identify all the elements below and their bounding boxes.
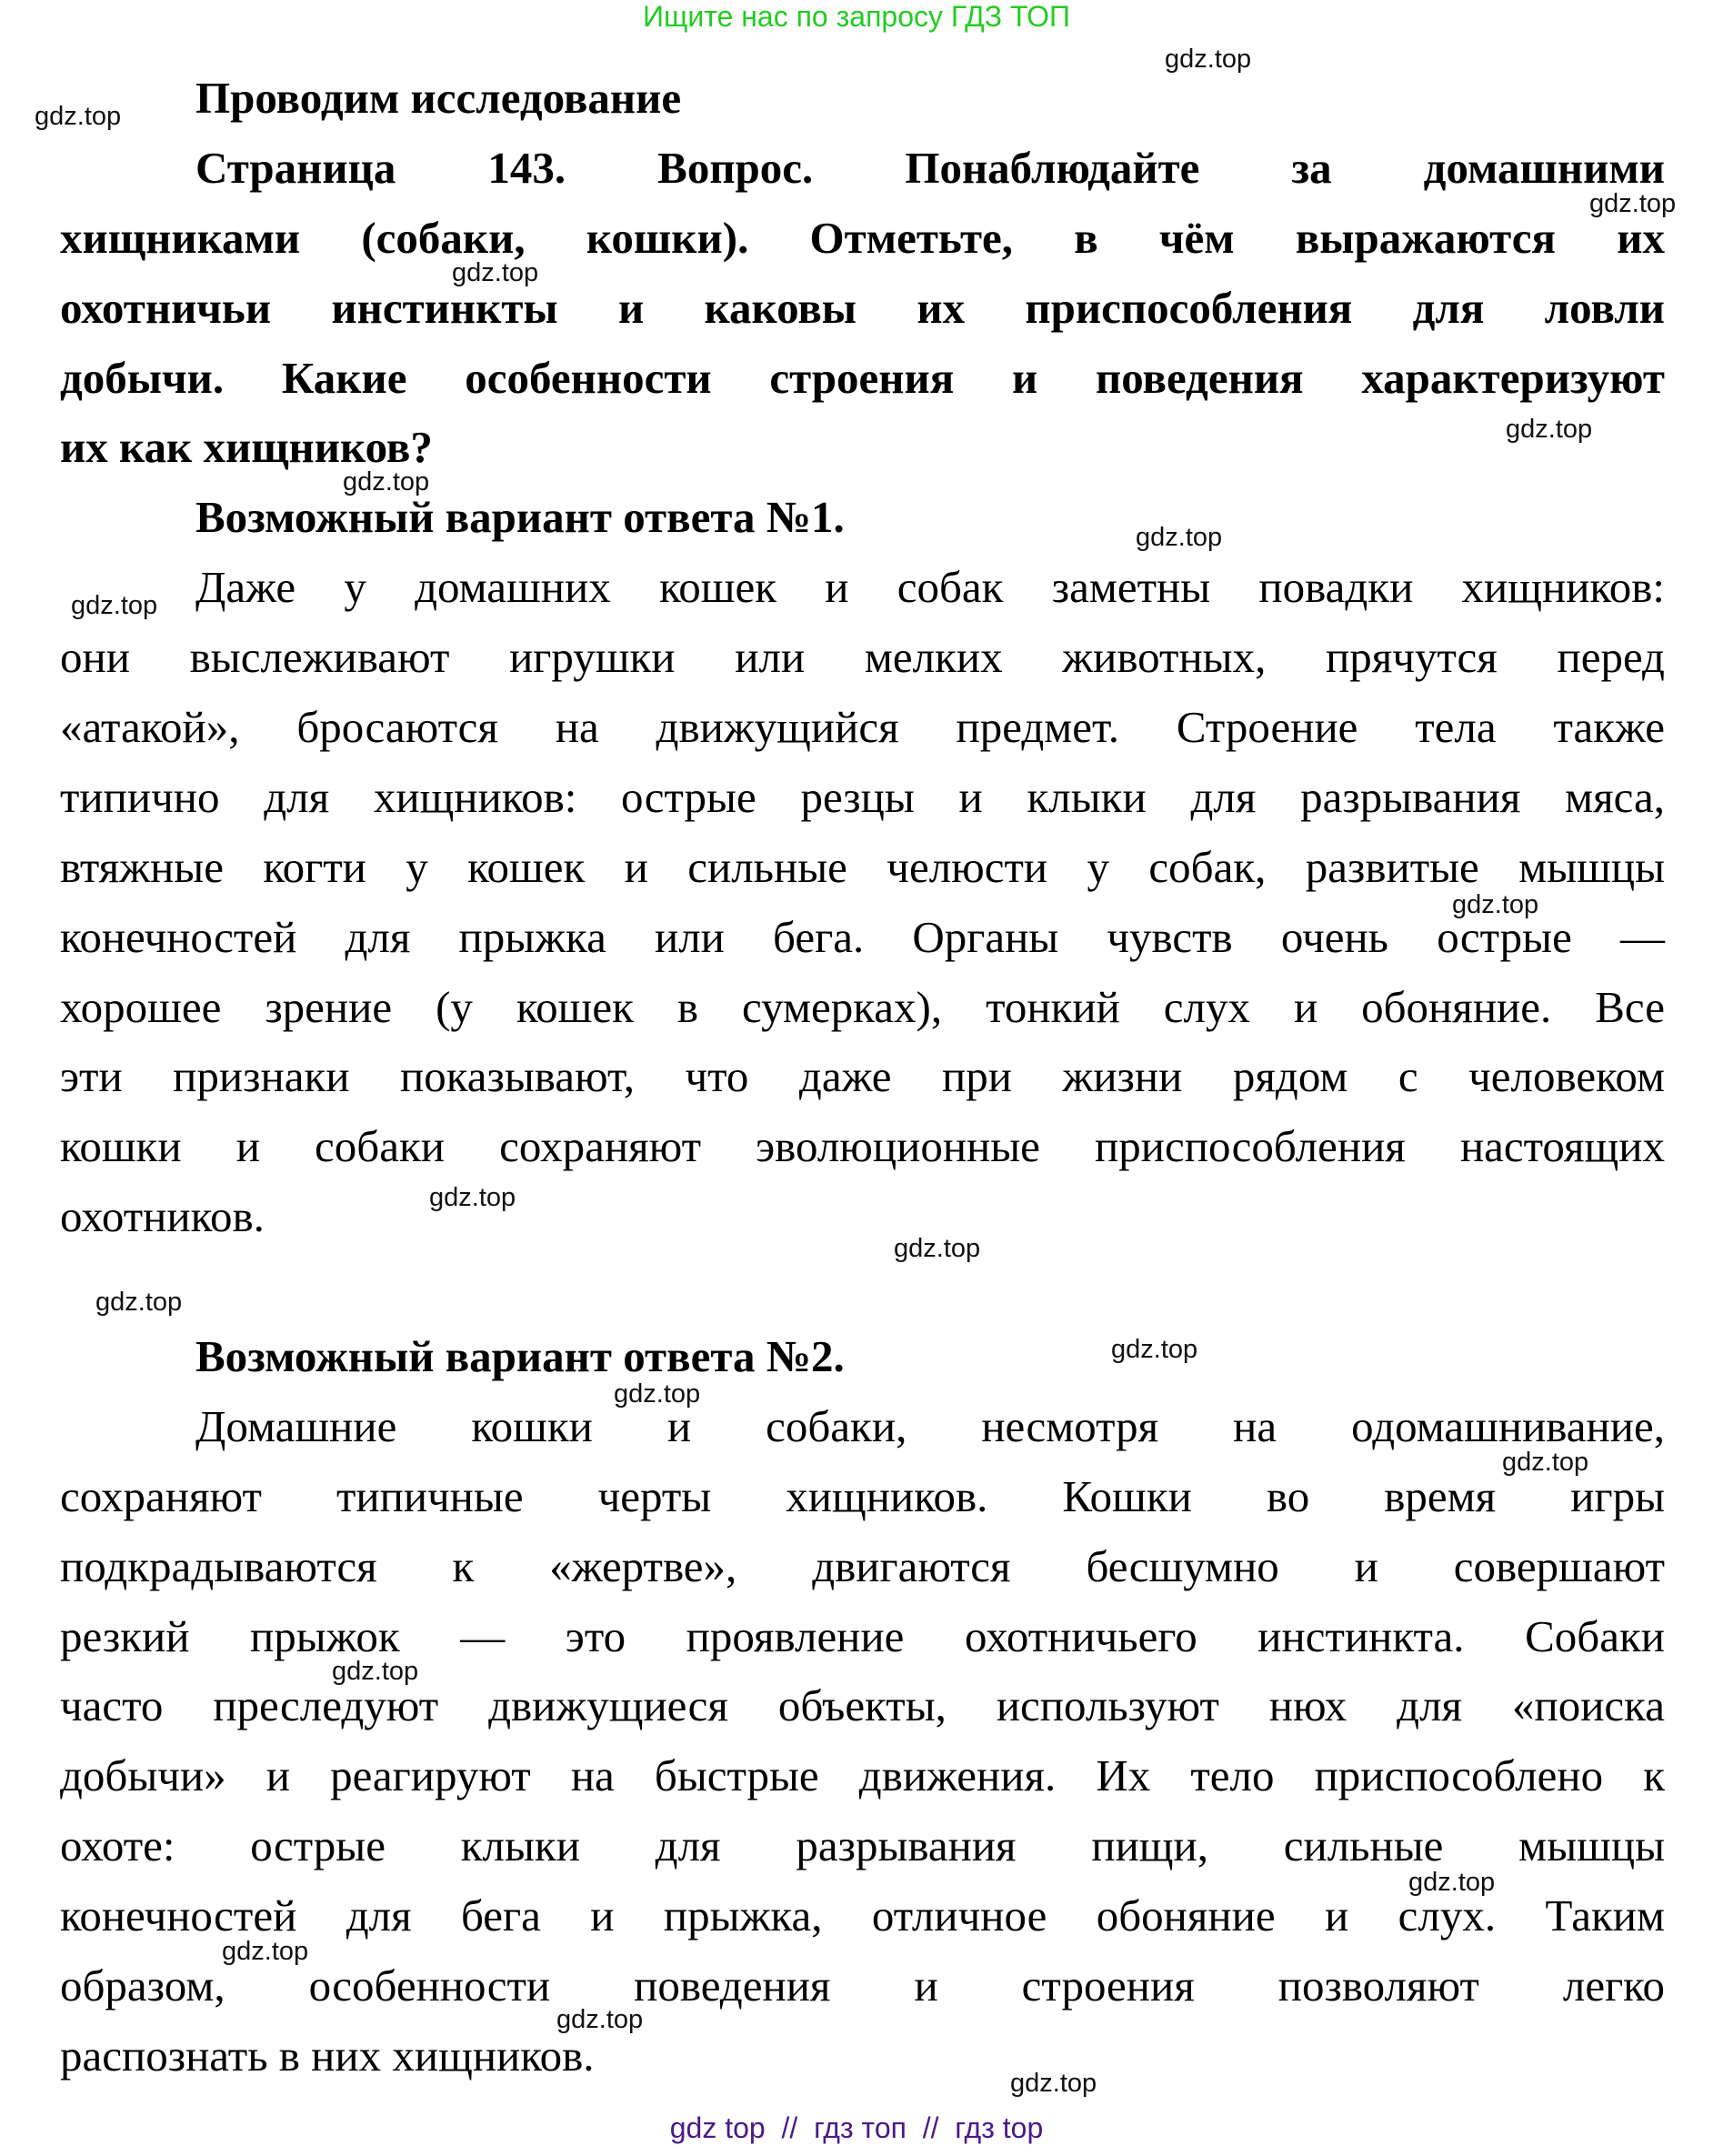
answer2-line: конечностей для бега и прыжка, отличное обоняние и слух. Таким [60,1890,1665,1941]
answer1-line: типично для хищников: острые резцы и клыки для разрывания мяса, [60,771,1665,822]
question [60,134,1665,483]
answer1-line: кошки и собаки сохраняют эволюционные приспособления настоящих [60,1121,1665,1172]
watermark: gdz.top [452,258,539,287]
answer1-line: эти признаки показывают, что даже при жизни рядом с человеком [60,1051,1665,1102]
watermark: gdz.top [222,1937,309,1966]
answer2-line: резкий прыжок — это проявление охотничьего инстинкта. Собаки [60,1610,1665,1661]
answer2-line: часто преследуют движущиеся объекты, используют нюх для «поиска [60,1680,1665,1731]
answer1-line: «атакой», бросаются на движущийся предмет. Строение тела также [60,702,1665,753]
answer2-line: сохраняют типичные черты хищников. Кошки во время игры [60,1470,1665,1521]
watermark: gdz.top [1165,45,1252,74]
answer1-line: конечностей для прыжка или бега. Органы чувств очень острые — [60,911,1665,962]
watermark: gdz.top [1502,1448,1589,1477]
watermark: gdz.top [95,1288,183,1317]
answer2-paragraph [60,1392,1665,2091]
answer1-line: охотников. [60,1191,265,1242]
question-line: добычи. Какие особенности строения и поведения характеризуют [60,352,1665,403]
answer1-line: Даже у домашних кошек и собак заметны повадки хищников: [195,562,1665,613]
watermark: gdz.top [556,2005,644,2034]
question-line: хищниками (собаки, кошки). Отметьте, в чём выражаются их [60,212,1665,263]
answer2-line: охоте: острые клыки для разрывания пищи, сильные мышцы [60,1820,1665,1871]
watermark: gdz.top [614,1379,701,1409]
question-line: Страница 143. Вопрос. Понаблюдайте за домашними [195,142,1665,193]
watermark: gdz.top [894,1234,981,1263]
watermark: gdz.top [332,1657,419,1686]
answer2-line: образом, особенности поведения и строения позволяют легко [60,1960,1665,2011]
answer1-line: хорошее зрение (у кошек в сумерках), тонкий слух и обоняние. Все [60,981,1665,1032]
watermark: gdz.top [429,1183,516,1212]
watermark: gdz.top [1452,890,1539,919]
watermark: gdz.top [343,467,430,496]
watermark: gdz.top [1408,1868,1496,1897]
watermark: gdz.top [1111,1335,1198,1364]
answer1-line: втяжные когти у кошек и сильные челюсти у собак, развитые мышцы [60,841,1665,892]
watermark: gdz.top [35,102,122,131]
answer2-heading: Возможный вариант ответа №2. [195,1331,845,1382]
answer1-paragraph [60,553,1665,1252]
section-title: Проводим исследование [195,73,682,123]
answer1-line: они выслеживают игрушки или мелких животных, прячутся перед [60,632,1665,683]
watermark: gdz.top [1136,523,1223,552]
search-banner: Ищите нас по запросу ГДЗ ТОП [643,0,1070,33]
answer1-heading: Возможный вариант ответа №1. [195,492,845,543]
footer-text[interactable]: gdz top // гдз топ // гдз top [669,2111,1044,2144]
question-line: охотничьи инстинкты и каковы их приспособления для ловли [60,282,1665,333]
answer2-line: подкрадываются к «жертве», двигаются бесшумно и совершают [60,1540,1665,1591]
watermark: gdz.top [1589,189,1677,218]
answer2-line: распознать в них хищников. [60,2030,595,2081]
watermark: gdz.top [71,591,158,620]
document-body [60,64,1665,2091]
watermark: gdz.top [1010,2069,1097,2098]
answer2-line: Домашние кошки и собаки, несмотря на одомашнивание, [195,1400,1665,1451]
answer2-line: добычи» и реагируют на быстрые движения. Их тело приспособлено к [60,1750,1665,1801]
watermark: gdz.top [1506,415,1593,444]
question-line: их как хищников? [60,422,433,473]
footer-links [0,2110,1713,2146]
spacer [60,1252,1665,1322]
